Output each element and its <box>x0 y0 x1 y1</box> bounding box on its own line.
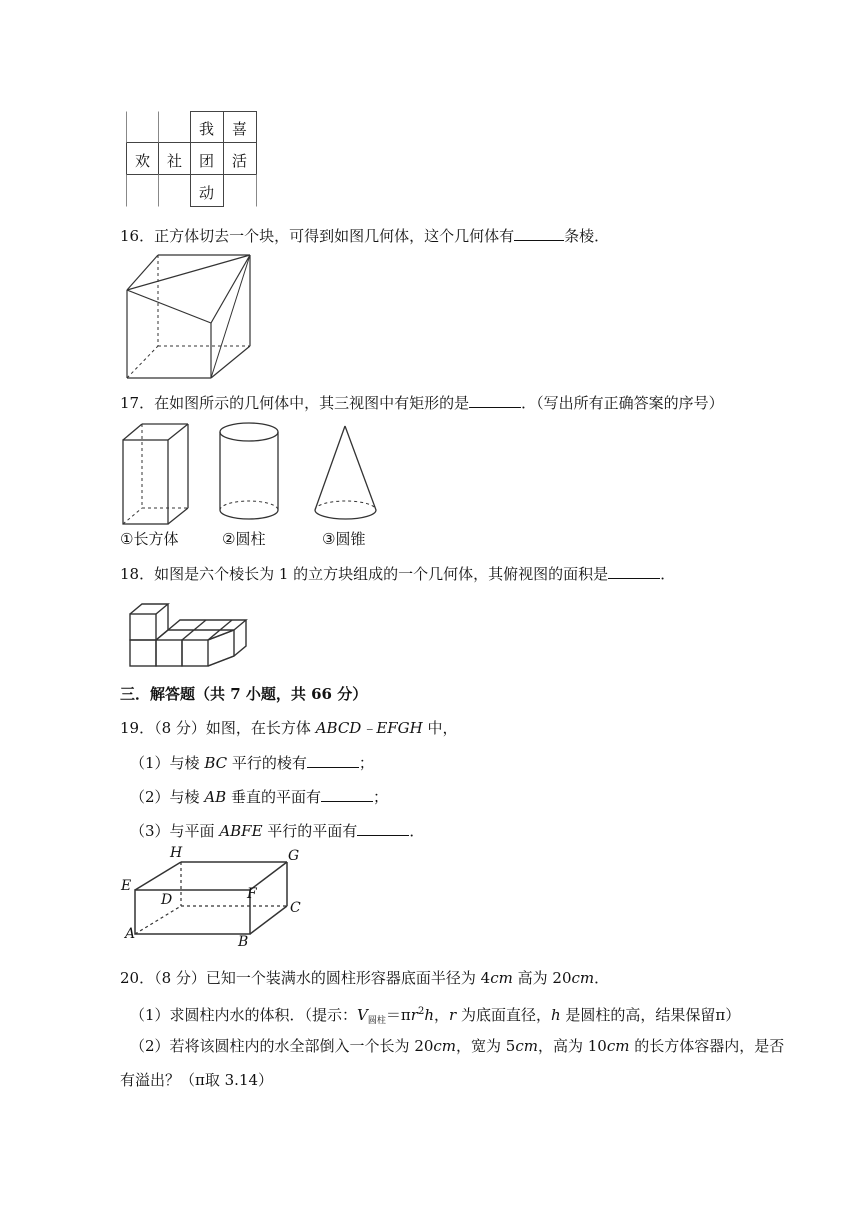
q19-number: 19． <box>120 719 155 737</box>
q19-part-2: （2）与棱 AB 垂直的平面有 ； <box>130 788 388 806</box>
q17-caption-cuboid: ①长方体 <box>120 530 179 548</box>
q16-answer-blank[interactable] <box>514 225 564 241</box>
question-18 <box>120 563 675 584</box>
q19-part-3-blank[interactable] <box>357 820 409 836</box>
net-cell-tuan: 团 <box>199 152 215 170</box>
q19-label-b: B <box>238 934 249 950</box>
q20-part-2-continued: 有溢出？（π取 3.14） <box>120 1071 274 1089</box>
net-cell-xi: 喜 <box>232 120 248 138</box>
q16-cut-cube-figure <box>120 250 255 385</box>
q19-part-1-blank[interactable] <box>307 752 359 768</box>
q18-text-end: ． <box>660 565 676 583</box>
q18-answer-blank[interactable] <box>608 563 660 579</box>
q20-part-1: （1）求圆柱内水的体积．（提示：$V_{圆柱}=\pi r^2h$，r 为底面直径，h 是圆柱的高，结果保留π） <box>130 1006 741 1026</box>
q19-label-d: D <box>161 892 173 908</box>
q17-caption-cone: ③圆锥 <box>322 530 366 548</box>
net-cell-huo: 活 <box>232 152 248 170</box>
q17-solids-figure <box>118 420 383 552</box>
q19-part-3: （3）与平面 ABFE 平行的平面有 ． <box>130 822 425 840</box>
q19-intro-end: 中， <box>422 719 458 737</box>
q19-label-c: C <box>290 900 301 916</box>
q19-label-a: A <box>125 926 136 942</box>
q20-part-2: （2）若将该圆柱内的水全部倒入一个长为 20cm，宽为 5cm，高为 10cm 的长方体容器内，是否 <box>130 1037 785 1055</box>
q19-cuboid-figure <box>120 845 310 950</box>
q16-text-end: 条棱． <box>564 227 610 245</box>
net-cell-she: 社 <box>167 152 183 170</box>
q17-answer-blank[interactable] <box>469 392 521 408</box>
q16-number: 16． <box>120 227 155 245</box>
q18-cubes-figure <box>126 600 248 670</box>
q19-part-1: （1）与棱 BC 平行的棱有 ； <box>130 754 374 772</box>
q19-part-2-blank[interactable] <box>321 786 373 802</box>
q17-caption-cylinder: ②圆柱 <box>222 530 266 548</box>
q19-intro: （8 分）如图，在长方体 <box>154 719 316 737</box>
q19-label-f: F <box>247 886 257 902</box>
question-17 <box>120 392 724 413</box>
cube-net-figure <box>126 111 258 207</box>
q18-text: 如图是六个棱长为 1 的立方块组成的一个几何体，其俯视图的面积是 <box>154 565 609 583</box>
q16-text: 正方体切去一个块，可得到如图几何体，这个几何体有 <box>154 227 515 245</box>
net-cell-dong: 动 <box>199 184 215 202</box>
net-cell-wo: 我 <box>199 120 215 138</box>
net-cell-huan: 欢 <box>135 152 151 170</box>
q17-number: 17． <box>120 394 155 412</box>
q19-label-h: H <box>170 845 183 861</box>
q18-number: 18． <box>120 565 155 583</box>
section-3-heading: 三．解答题（共 7 小题，共 66 分） <box>120 685 368 703</box>
question-20: 20．（8 分）已知一个装满水的圆柱形容器底面半径为 4cm 高为 20cm． <box>120 969 610 987</box>
question-19 <box>120 718 458 738</box>
q19-intro-var: ABCD﹣EFGH <box>315 719 423 737</box>
question-16 <box>120 225 609 246</box>
q19-label-e: E <box>121 878 132 894</box>
q17-text-end: ．（写出所有正确答案的序号） <box>521 394 724 412</box>
q20-number: 20． <box>120 969 155 987</box>
q17-text: 在如图所示的几何体中，其三视图中有矩形的是 <box>154 394 470 412</box>
q19-label-g: G <box>288 848 300 864</box>
